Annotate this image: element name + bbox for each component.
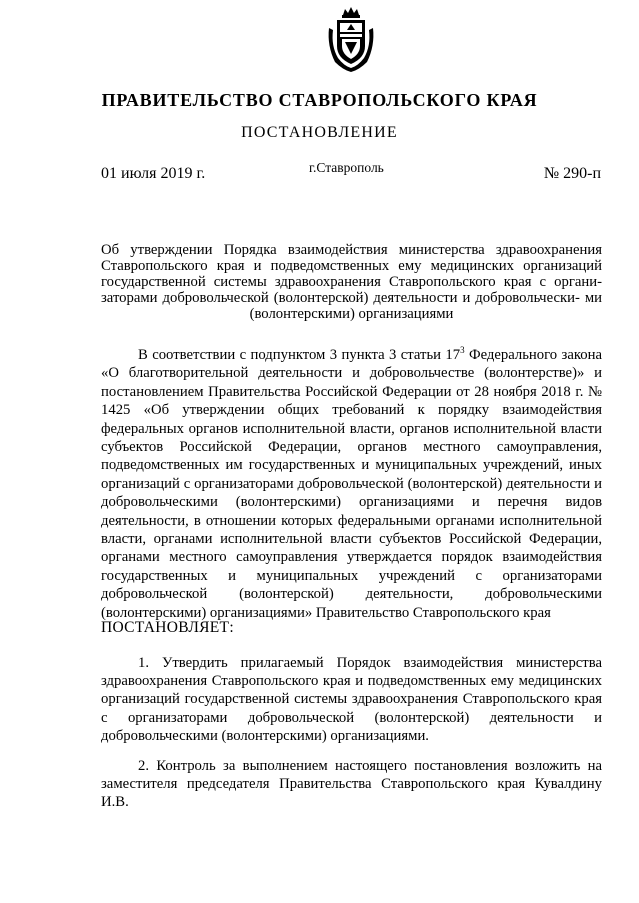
preamble-text-end: Федерального закона «О благотворительной деятельности и добровольчестве (волонтерстве)» и постановлением Правительства Российской Федерации от 28 ноября 2018 г. № 1425 «Об утверждении общих требований к порядку взаимодействия федеральных органов исполнительной власти, органов исполнительной власти субъектов Российской Федерации, органов местного самоуправления, подведомственных им государственных и муниципальных учреждений, иных организаций с организаторами добровольческой (волонтерской) деятельности и добровольческими (волонтерскими) организациями и перечня видов деятельности, в отношении которых федеральными органами исполнительной власти, органами исполнительной власти субъектов Российской Федерации, органами местного самоуправления утверждается порядок взаимодействия государственных и муниципальных учреждений с организаторами добровольческой (волонтерской) деятельности, добровольческими (волонтерскими) организациями» Правительство Ставропольского края <box>101 347 602 621</box>
subject-line: ми (волонтерскими) организациями <box>249 290 602 322</box>
resolution-item-text: 2. Контроль за выполнением настоящего постановления возложить на заместителя председателя Правительства Ставропольского края Кувалдину И.В. <box>101 758 602 811</box>
subject-line: заторами добровольческой (волонтерской) деятельности и добровольчески- <box>101 290 580 306</box>
subject-line: государственной системы здравоохранения Ставропольского края с органи- <box>101 274 602 290</box>
document-subject <box>101 242 602 322</box>
document-date: 01 июля 2019 г. <box>101 165 206 182</box>
resolution-item-text: 1. Утвердить прилагаемый Порядок взаимодействия министерства здравоохранения Ставропольского края и подведомственных ему медицинских организаций государственной системы здравоохранения Ставропольского края с организаторами добровольческой (волонтерской) деятельности и добровольческими (волонтерскими) организациями. <box>101 655 602 744</box>
article-superscript: 3 <box>460 345 465 355</box>
subject-line: Ставропольского края и подведомственных ему медицинских организаций <box>101 258 602 274</box>
preamble-text-start: В соответствии с подпунктом 3 пункта 3 статьи 17 <box>138 347 461 363</box>
preamble-paragraph <box>101 346 602 622</box>
document-type: ПОСТАНОВЛЕНИЕ <box>241 124 398 141</box>
resolves-heading: ПОСТАНОВЛЯЕТ: <box>101 619 234 636</box>
document-city: г.Ставрополь <box>309 160 384 175</box>
document-number: № 290-п <box>543 165 601 182</box>
government-title: ПРАВИТЕЛЬСТВО СТАВРОПОЛЬСКОГО КРАЯ <box>101 90 538 110</box>
resolution-item-1 <box>101 654 602 745</box>
resolution-item-2 <box>101 757 602 812</box>
subject-line: Об утверждении Порядка взаимодействия министерства здравоохранения <box>101 242 602 258</box>
coat-of-arms-icon <box>325 6 377 74</box>
